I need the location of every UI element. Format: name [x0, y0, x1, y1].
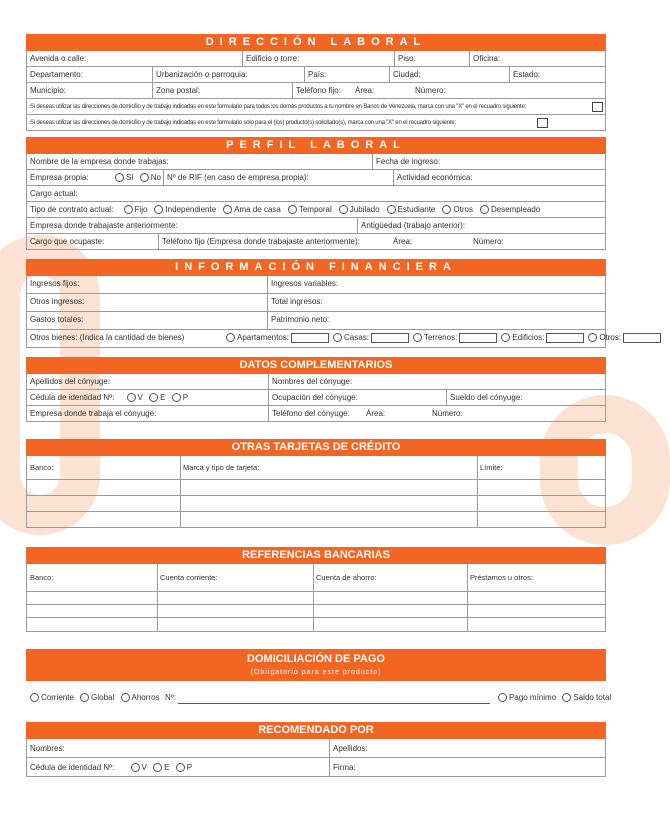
- prestamos-header: Préstamos u otros:: [470, 573, 533, 582]
- form-row: [26, 67, 606, 83]
- radio-contrato-label: Jubilado: [349, 205, 380, 214]
- section-title: OTRAS TARJETAS DE CRÉDITO: [26, 439, 606, 456]
- radio-corriente-label: Corriente: [41, 693, 74, 702]
- section-title: PERFIL LABORAL: [26, 137, 606, 154]
- firma-field[interactable]: Firma:: [329, 758, 607, 776]
- numero-field[interactable]: Número:: [473, 237, 504, 246]
- radio-ahorros[interactable]: [121, 693, 130, 702]
- form-row: [26, 330, 622, 348]
- cedula-recomendado-group: [27, 758, 329, 776]
- avenida-field[interactable]: Avenida o calle:: [30, 54, 87, 63]
- form-row: [26, 312, 606, 330]
- referencias-table: [26, 564, 606, 632]
- radio-v[interactable]: [127, 393, 136, 402]
- numero-cuenta-label: Nº:: [165, 693, 176, 702]
- fecha-ingreso-field[interactable]: Fecha de ingreso:: [372, 154, 607, 169]
- cargo-ocupaste-field[interactable]: Cargo que ocupaste:: [30, 237, 105, 246]
- form-row: [26, 739, 606, 758]
- marca-header: Marca y tipo de tarjeta:: [183, 463, 260, 472]
- table-header: [27, 564, 605, 592]
- radio-corriente[interactable]: [30, 693, 39, 702]
- form-row: [26, 276, 606, 294]
- form-row: [26, 83, 606, 99]
- table-row[interactable]: [27, 592, 605, 605]
- radio-contrato[interactable]: [339, 205, 348, 214]
- radio-e[interactable]: [153, 763, 162, 772]
- radio-contrato[interactable]: [223, 205, 232, 214]
- cedula-conyuge-group: [27, 390, 268, 405]
- table-header: [27, 456, 605, 480]
- checkbox-producto-solicitado[interactable]: [537, 118, 548, 128]
- radio-v[interactable]: [131, 763, 140, 772]
- datos-complementarios-section: [26, 357, 606, 422]
- tipo-cuenta-group: [26, 681, 166, 714]
- form-row: [26, 186, 606, 202]
- section-title: REFERENCIAS BANCARIAS: [26, 547, 606, 564]
- area-field[interactable]: Área:: [366, 409, 386, 418]
- ciudad-field[interactable]: Ciudad:: [389, 67, 509, 82]
- sueldo-field[interactable]: Sueldo del cónyuge:: [446, 390, 607, 405]
- radio-bien[interactable]: [413, 333, 422, 342]
- radio-p-label: P: [186, 763, 193, 772]
- bien-label: Otros:: [599, 333, 622, 342]
- radio-contrato-label: Estudiante: [397, 205, 436, 214]
- nombres-field[interactable]: Nombres:: [30, 744, 65, 753]
- radio-global-label: Global: [91, 693, 115, 702]
- patrimonio-neto-field[interactable]: Patrimonio neto:: [267, 312, 607, 329]
- nota-producto-solicitado: Si deseas utilizar las direcciones de domicilio y de trabajo indicadas en este formulario solo para el (los) producto(s) solicitado(s), marca con una "X" en el recuadro siguiente:: [30, 120, 457, 126]
- form-row: [26, 390, 606, 406]
- form-row: [26, 202, 606, 218]
- radio-bien[interactable]: [226, 333, 235, 342]
- piso-field[interactable]: Piso:: [394, 51, 469, 66]
- area-field[interactable]: Área:: [393, 237, 413, 246]
- zona-postal-field[interactable]: Zona postal:: [152, 83, 292, 98]
- telefono-fijo-field[interactable]: Teléfono fijo:: [292, 83, 352, 98]
- bien-cantidad-input[interactable]: [371, 333, 409, 343]
- form-row: [26, 99, 606, 115]
- radio-contrato[interactable]: [154, 205, 163, 214]
- estado-field[interactable]: Estado:: [509, 67, 607, 82]
- section-title: DATOS COMPLEMENTARIOS: [26, 357, 606, 374]
- bien-label: Edificios:: [512, 333, 545, 342]
- bien-label: Terrenos:: [423, 333, 458, 342]
- rif-field[interactable]: Nº de RIF (en caso de empresa propia):: [163, 170, 393, 185]
- numero-field[interactable]: Número:: [432, 409, 463, 418]
- radio-saldo-total-label: Saldo total: [573, 693, 612, 702]
- form-row: [26, 294, 606, 312]
- ingresos-variables-field[interactable]: Ingresos variables:: [267, 276, 607, 293]
- contratos-list: [120, 205, 544, 214]
- empresa-conyuge-field[interactable]: Empresa donde trabaja el cónyuge:: [30, 409, 157, 418]
- recomendado-section: [26, 722, 606, 777]
- numero-cuenta-input[interactable]: [178, 703, 490, 704]
- bien-label: Casas:: [344, 333, 369, 342]
- tipo-contrato-label: Tipo de contrato actual:: [30, 205, 114, 214]
- form-page: [26, 34, 622, 777]
- radio-bien[interactable]: [588, 333, 597, 342]
- section-title: [26, 649, 606, 681]
- bien-cantidad-input[interactable]: [623, 333, 661, 343]
- cedula-label: Cédula de identidad Nº:: [30, 393, 115, 402]
- radio-e-label: E: [160, 393, 166, 402]
- section-title: INFORMACIÓN FINANCIERA: [26, 259, 606, 276]
- radio-no[interactable]: [140, 173, 149, 182]
- otros-ingresos-field[interactable]: Otros ingresos:: [30, 297, 85, 306]
- ocupacion-field[interactable]: Ocupación del cónyuge:: [268, 390, 446, 405]
- empresa-propia-label: Empresa propia:: [30, 173, 89, 182]
- table-row[interactable]: [27, 480, 605, 496]
- radio-global[interactable]: [80, 693, 89, 702]
- form-row: [26, 374, 606, 390]
- numero-field[interactable]: Número:: [415, 86, 446, 95]
- radio-contrato[interactable]: [288, 205, 297, 214]
- oficina-field[interactable]: Oficina:: [469, 51, 607, 66]
- radio-contrato[interactable]: [442, 205, 451, 214]
- domiciliacion-title: DOMICILIACIÓN DE PAGO: [247, 653, 385, 665]
- telefono-empresa-field[interactable]: Teléfono fijo (Empresa donde trabajaste anteriormente):: [158, 234, 390, 249]
- nombres-conyuge-field[interactable]: Nombres del cónyuge:: [268, 374, 607, 389]
- form-row: [26, 154, 606, 170]
- ingresos-fijos-field[interactable]: Ingresos fijos:: [30, 279, 80, 288]
- radio-contrato[interactable]: [480, 205, 489, 214]
- tipo-contrato-group: [27, 202, 607, 217]
- section-title: RECOMENDADO POR: [26, 722, 606, 739]
- bien-cantidad-input[interactable]: [546, 333, 584, 343]
- radio-bien[interactable]: [501, 333, 510, 342]
- radio-contrato-label: Ama de casa: [234, 205, 281, 214]
- form-row: [26, 51, 606, 67]
- radio-p[interactable]: [176, 763, 185, 772]
- radio-bien[interactable]: [333, 333, 342, 342]
- empresa-nombre-field[interactable]: Nombre de la empresa donde trabajas:: [30, 157, 169, 166]
- radio-p[interactable]: [172, 393, 181, 402]
- bien-label: Apartamentos:: [237, 333, 290, 342]
- table-row[interactable]: [27, 605, 605, 618]
- cuenta-corriente-header: Cuenta corriente:: [160, 573, 218, 582]
- radio-pago-minimo-label: Pago mínimo: [509, 693, 557, 702]
- section-title: DIRECCIÓN LABORAL: [26, 34, 606, 51]
- radio-contrato-label: Desempleado: [490, 205, 541, 214]
- pais-field[interactable]: País:: [304, 67, 389, 82]
- bien-cantidad-input[interactable]: [291, 333, 329, 343]
- cuenta-ahorro-header: Cuenta de ahorro:: [316, 573, 377, 582]
- radio-contrato-label: Otros: [453, 205, 473, 214]
- perfil-laboral-section: [26, 137, 606, 250]
- form-row: [26, 234, 606, 250]
- radio-e-label: E: [164, 763, 170, 772]
- antiguedad-field[interactable]: Antigüedad (trabajo anterior):: [357, 218, 607, 233]
- telefono-conyuge-field[interactable]: Teléfono del cónyuge:: [268, 406, 363, 421]
- bien-cantidad-input[interactable]: [459, 333, 497, 343]
- checkbox-todos-productos[interactable]: [592, 102, 603, 112]
- empresa-anterior-field[interactable]: Empresa donde trabajaste anteriormente:: [30, 221, 178, 230]
- radio-contrato-label: Independiente: [165, 205, 217, 214]
- bienes-list: [219, 330, 622, 347]
- departamento-field[interactable]: Departamento:: [30, 70, 83, 79]
- radio-e[interactable]: [149, 393, 158, 402]
- apellidos-conyuge-field[interactable]: Apellidos del cónyuge:: [30, 377, 111, 386]
- form-row: [26, 218, 606, 234]
- otras-tarjetas-section: [26, 439, 606, 528]
- radio-p-label: P: [182, 393, 189, 402]
- municipio-field[interactable]: Municipio:: [30, 86, 67, 95]
- radio-no-label: No: [150, 173, 161, 182]
- urbanizacion-field[interactable]: Urbanización o parroquia:: [152, 67, 304, 82]
- radio-v-label: V: [141, 763, 147, 772]
- radio-contrato-label: Temporal: [298, 205, 332, 214]
- radio-contrato[interactable]: [124, 205, 133, 214]
- cargo-actual-field[interactable]: Cargo actual:: [30, 189, 78, 198]
- radio-pago-minimo[interactable]: [498, 693, 507, 702]
- total-ingresos-field[interactable]: Total ingresos:: [267, 294, 607, 311]
- actividad-field[interactable]: Actividad económica:: [393, 170, 607, 185]
- form-row: [26, 170, 606, 186]
- tipo-pago-group: [494, 681, 612, 714]
- otros-bienes-label: Otros bienes: (Indica la cantidad de bienes): [30, 333, 185, 342]
- empresa-propia-group: [27, 170, 163, 185]
- radio-contrato[interactable]: [387, 205, 396, 214]
- form-row: [26, 406, 606, 422]
- banco-header: Banco:: [30, 573, 54, 582]
- radio-ahorros-label: Ahorros: [131, 693, 160, 702]
- area-field[interactable]: Área:: [355, 86, 375, 95]
- informacion-financiera-section: [26, 259, 622, 348]
- radio-si-label: Sí: [125, 173, 134, 182]
- form-row: [26, 758, 606, 777]
- form-row: [26, 115, 606, 131]
- domiciliacion-section: [26, 649, 612, 714]
- radio-si[interactable]: [115, 173, 124, 182]
- direccion-laboral-section: [26, 34, 606, 131]
- banco-header: Banco:: [30, 463, 54, 472]
- tarjetas-table: [26, 456, 606, 528]
- radio-saldo-total[interactable]: [562, 693, 571, 702]
- referencias-section: [26, 547, 606, 632]
- edificio-field[interactable]: Edificio o torre:: [242, 51, 394, 66]
- domiciliacion-row: [26, 681, 612, 714]
- domiciliacion-subtitle: (Obligatorio para este producto): [250, 669, 382, 676]
- gastos-totales-field[interactable]: Gastos totales:: [30, 315, 84, 324]
- radio-v-label: V: [137, 393, 143, 402]
- table-row[interactable]: [27, 496, 605, 512]
- limite-header: Límite:: [480, 463, 503, 472]
- cedula-label: Cédula de identidad Nº:: [30, 763, 115, 772]
- apellidos-field[interactable]: Apellidos:: [329, 739, 607, 757]
- nota-todos-productos: Si deseas utilizar las direcciones de domicilio y de trabajo indicadas en este formulario para todos los demás productos a tu nombre en Banco de Venezuela, marca con una "X" en el recuadro siguiente:: [30, 104, 527, 110]
- radio-contrato-label: Fijo: [134, 205, 148, 214]
